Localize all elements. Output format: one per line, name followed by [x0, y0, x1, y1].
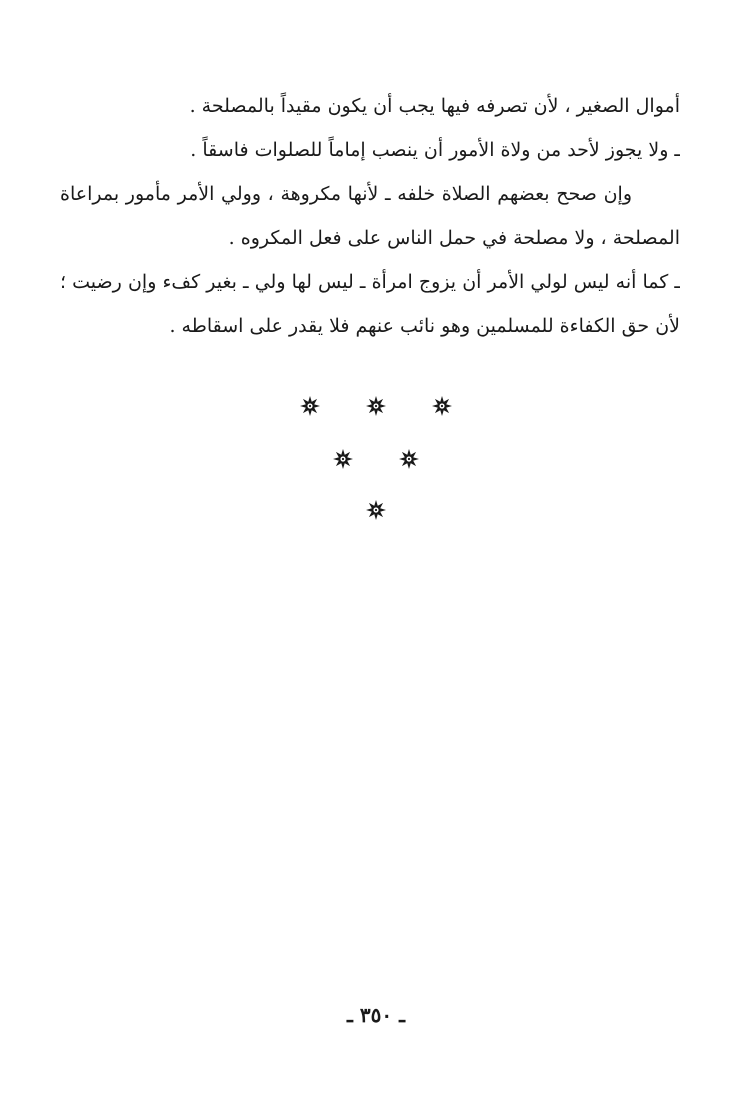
ornament-row-2	[0, 448, 752, 470]
text-line-6: لأن حق الكفاءة للمسلمين وهو نائب عنهم فلا يقدر على اسقاطه .	[169, 315, 680, 337]
text-line-3: وإن صحح بعضهم الصلاة خلفه ـ لأنها مكروهة ، وولي الأمر مأمور بمراعاة	[60, 183, 632, 205]
star-ornament-icon	[332, 448, 354, 470]
text-line-2: ـ ولا يجوز لأحد من ولاة الأمور أن ينصب إماماً للصلوات فاسقاً .	[190, 139, 680, 161]
page-number: ـ ٣٥٠ ـ	[347, 1003, 405, 1027]
text-line-1: أموال الصغير ، لأن تصرفه فيها يجب أن يكون مقيداً بالمصلحة .	[189, 95, 680, 117]
star-ornament-icon	[299, 395, 321, 417]
star-ornament-icon	[398, 448, 420, 470]
star-ornament-icon	[365, 499, 387, 521]
text-line-4: المصلحة ، ولا مصلحة في حمل الناس على فعل المكروه .	[228, 227, 680, 249]
section-divider-ornaments	[0, 395, 752, 535]
ornament-row-1	[0, 395, 752, 417]
ornament-row-3	[0, 499, 752, 521]
body-text	[60, 84, 680, 348]
text-line-5: ـ كما أنه ليس لولي الأمر أن يزوج امرأة ـ ليس لها ولي ـ بغير كفء وإن رضيت ؛	[60, 271, 680, 293]
star-ornament-icon	[365, 395, 387, 417]
star-ornament-icon	[431, 395, 453, 417]
